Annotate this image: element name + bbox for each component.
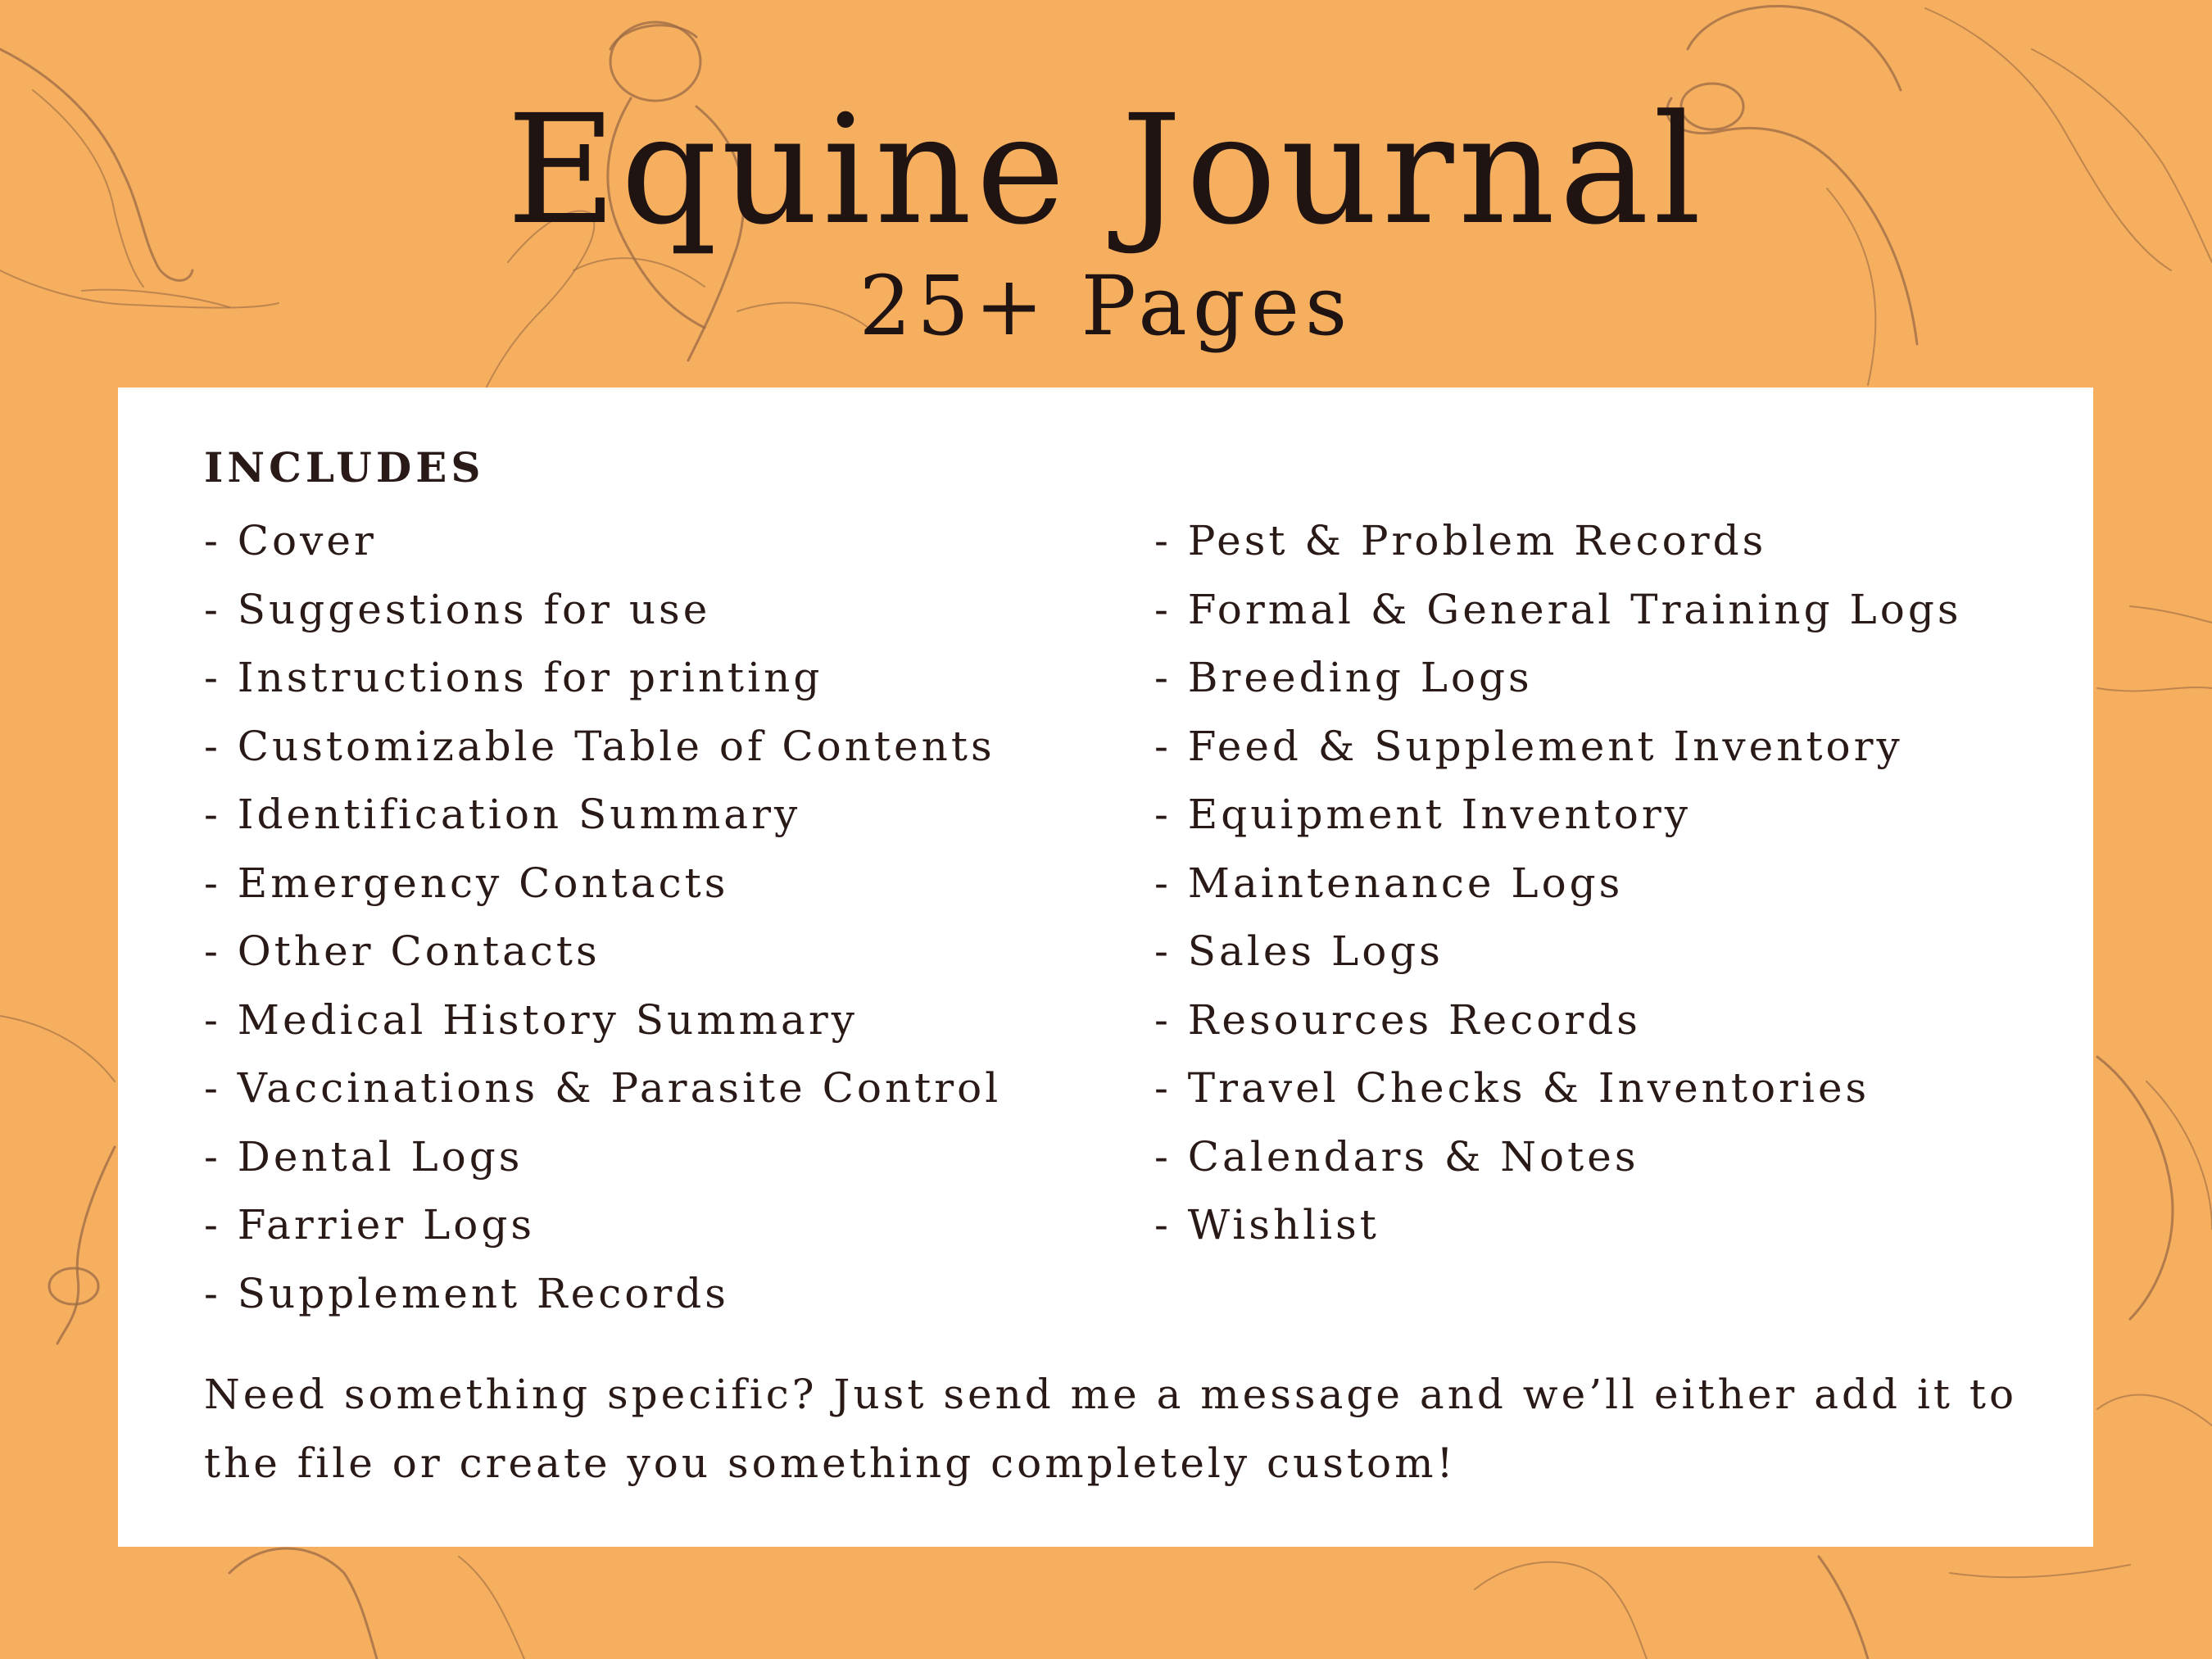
- list-item: - Customizable Table of Contents: [204, 722, 995, 770]
- list-item: - Calendars & Notes: [1154, 1132, 1639, 1181]
- includes-list-left: [204, 516, 1001, 1337]
- custom-request-note: Need something specific? Just send me a message and we’ll either add it to the file or create you something completely custom!: [204, 1371, 2018, 1487]
- list-item: - Instructions for printing: [204, 654, 823, 701]
- list-item: - Sales Logs: [1154, 927, 1444, 975]
- list-item: - Suggestions for use: [204, 585, 711, 633]
- list-item: - Dental Logs: [204, 1132, 524, 1181]
- list-item: - Wishlist: [1154, 1201, 1380, 1249]
- list-item: - Feed & Supplement Inventory: [1154, 722, 1903, 770]
- list-item: - Other Contacts: [204, 927, 601, 975]
- list-item: - Vaccinations & Parasite Control: [204, 1064, 1002, 1112]
- includes-panel: [118, 388, 2093, 1547]
- list-item: - Maintenance Logs: [1154, 859, 1624, 907]
- includes-list-right: [1154, 516, 1962, 1269]
- list-item: - Identification Summary: [204, 791, 801, 838]
- list-item: - Travel Checks & Inventories: [1154, 1064, 1870, 1112]
- list-item: - Emergency Contacts: [204, 859, 729, 907]
- list-item: - Farrier Logs: [204, 1201, 536, 1249]
- page-title: Equine Journal: [506, 83, 1706, 258]
- list-item: - Breeding Logs: [1154, 654, 1533, 701]
- list-item: - Formal & General Training Logs: [1154, 585, 1962, 633]
- page-subtitle: 25+ Pages: [859, 258, 1353, 354]
- list-item: - Supplement Records: [204, 1269, 729, 1317]
- list-item: - Medical History Summary: [204, 995, 858, 1044]
- list-item: - Equipment Inventory: [1154, 791, 1692, 838]
- list-item: - Pest & Problem Records: [1154, 517, 1767, 564]
- list-item: - Resources Records: [1154, 995, 1641, 1044]
- list-item: - Cover: [204, 517, 377, 564]
- includes-heading: INCLUDES: [204, 443, 485, 492]
